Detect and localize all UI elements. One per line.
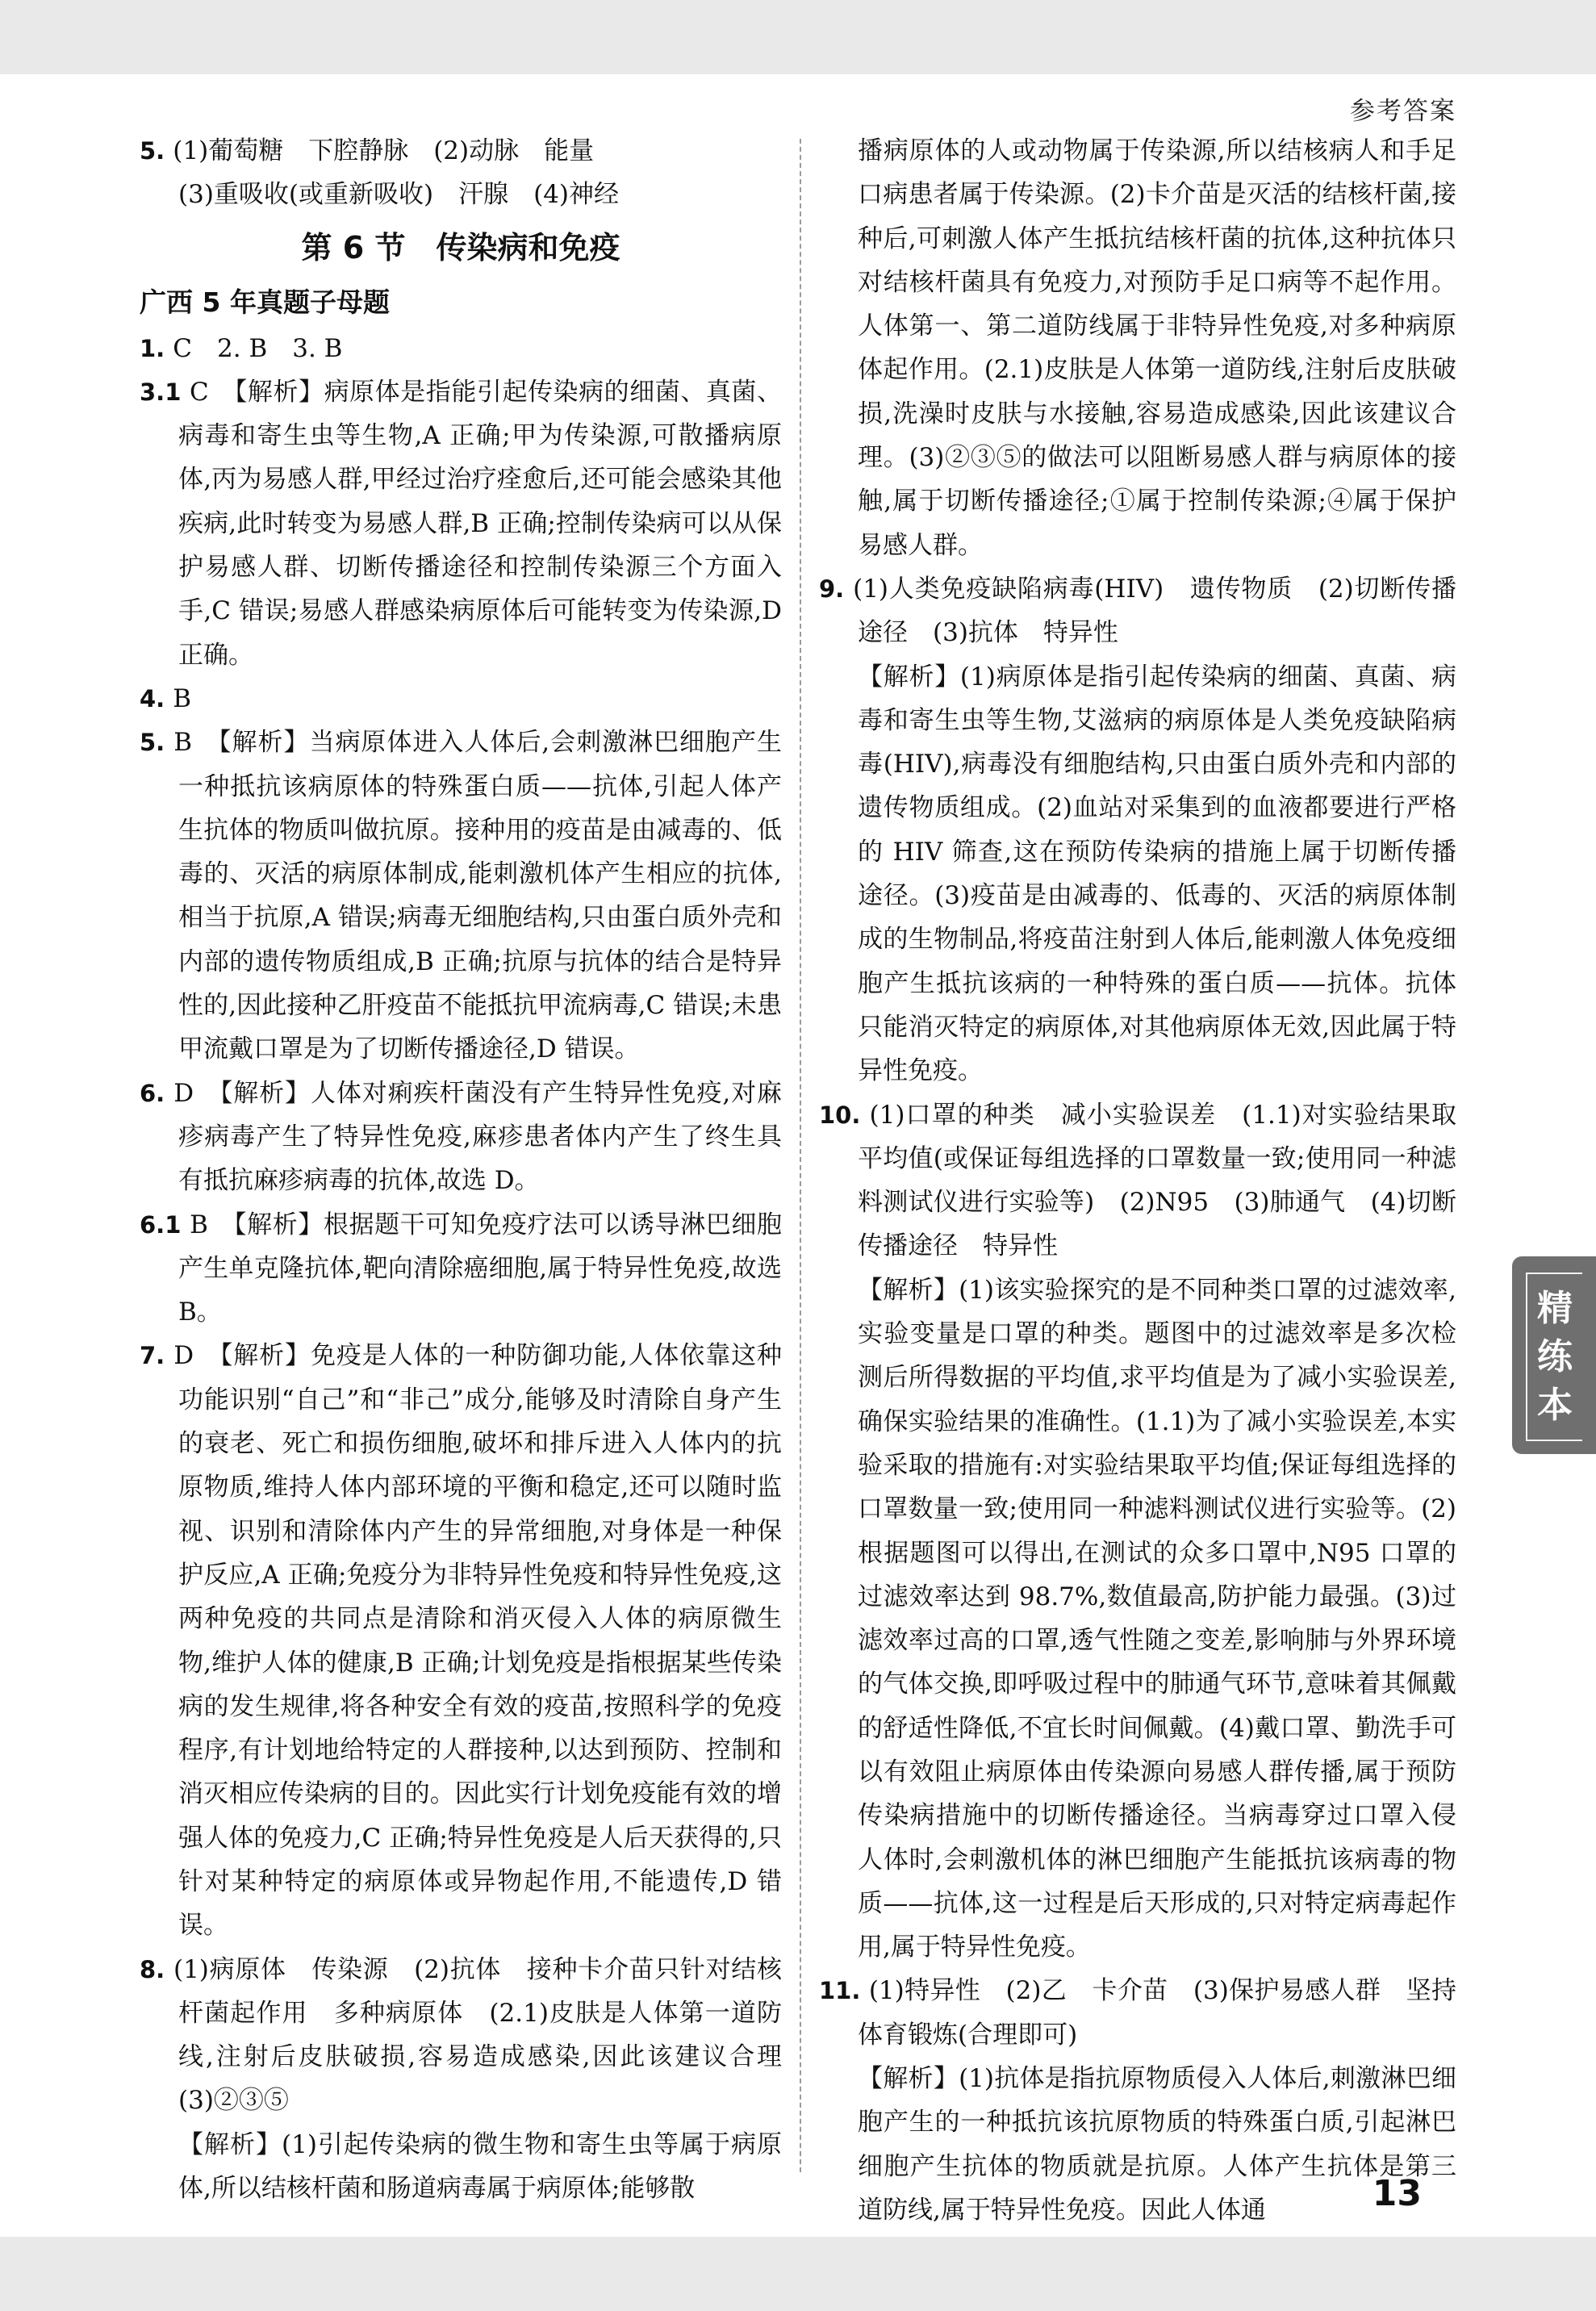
side-tab-char: 本 (1537, 1384, 1573, 1426)
side-tab (1512, 1256, 1596, 1454)
subsection-title: 广西 5 年真题子母题 (140, 286, 390, 318)
question-number: 9. (819, 575, 854, 603)
answer-text: 【解析】(1)抗体是指抗原物质侵入人体后,刺激淋巴细胞产生的一种抵抗该抗原物质的特殊蛋白质,引起淋巴细胞产生抗体的物质就是抗原。人体产生抗体是第三道防线,属于特异性免疫。因此人体通 (858, 2064, 1456, 2225)
question-number: 3.1 (140, 378, 190, 406)
side-tab-frame (1526, 1273, 1582, 1441)
answer-text: 【解析】(1)病原体是指引起传染病的细菌、真菌、病毒和寄生虫等生物,艾滋病的病原体是人类免疫缺陷病毒(HIV),病毒没有细胞结构,只由蛋白质外壳和内部的遗传物质组成。(2)血站对采集到的血液都要进行严格的 HIV 筛查,这在预防传染病的措施上属于切断传播途径。(3)疫苗是由减毒的、低毒的、灭活的病原体制成的生物制品,将疫苗注射到人体后,能刺激人体免疫细胞产生抵抗该病的一种特殊的蛋白质——抗体。抗体只能消灭特定的病原体,对其他病原体无效,因此属于特异性免疫。 (858, 662, 1456, 1086)
left-column (140, 129, 807, 2210)
answer-paragraph (140, 1948, 807, 2123)
page-number: 13 (1372, 2173, 1422, 2214)
question-number: 5. (140, 137, 173, 165)
answer-text: D 【解析】人体对痢疾杆菌没有产生特异性免疫,对麻疹病毒产生了特异性免疫,麻疹患者体内产生了终生具有抵抗麻疹病毒的抗体,故选 D。 (173, 1078, 782, 1196)
answer-paragraph (140, 677, 782, 721)
answer-paragraph (140, 721, 782, 1071)
question-number: 8. (140, 1955, 173, 1983)
answer-text: (1)口罩的种类 减小实验误差 (1.1)对实验结果取平均值(或保证每组选择的口罩数量一致;使用同一种滤料测试仪进行实验等) (2)N95 (3)肺通气 (4)切断传播途径 特异性 (858, 1100, 1456, 1261)
answer-text: (1)病原体 传染源 (2)抗体 接种卡介苗只针对结核杆菌起作用 多种病原体 (2.1)皮肤是人体第一道防线,注射后皮肤破损,容易造成感染,因此该建议合理 (3)②③⑤ (173, 1954, 807, 2116)
answer-paragraph (819, 2057, 1456, 2232)
answer-paragraph (819, 1268, 1456, 1970)
answer-text: B 【解析】根据题干可知免疫疗法可以诱导淋巴细胞产生单克隆抗体,靶向清除癌细胞,属于特异性免疫,故选 B。 (178, 1210, 782, 1327)
answer-text: C 【解析】病原体是指能引起传染病的细菌、真菌、病毒和寄生虫等生物,A 正确;甲为传染源,可散播病原体,丙为易感人群,甲经过治疗痊愈后,还可能会感染其他疾病,此时转变为易感人群,B 正确;控制传染病可以从保护易感人群、切断传播途径和控制传染源三个方面入手,C 错误;易感人群感染病原体后可能转变为传染源,D 正确。 (178, 377, 782, 670)
answer-paragraph (140, 370, 782, 677)
question-number: 4. (140, 684, 173, 713)
question-number: 6. (140, 1079, 174, 1107)
question-number: 7. (140, 1342, 174, 1370)
answer-paragraph (140, 1072, 782, 1203)
answer-paragraph (819, 567, 1456, 655)
answer-text: D 【解析】免疫是人体的一种防御功能,人体依靠这种功能识别“自己”和“非己”成分,能够及时清除自身产生的衰老、死亡和损伤细胞,破坏和排斥进入人体内的抗原物质,维持人体内部环境的平衡和稳定,还可以随时监视、识别和清除体内产生的异常细胞,对身体是一种保护反应,A 正确;免疫分为非特异性免疫和特异性免疫,这两种免疫的共同点是清除和消灭侵入人体的病原微生物,维护人体的健康,B 正确;计划免疫是指根据某些传染病的发生规律,将各种安全有效的疫苗,按照科学的免疫程序,有计划地给特定的人群接种,以达到预防、控制和消灭相应传染病的目的。因此实行计划免疫能有效的增强人体的免疫力,C 正确;特异性免疫是人后天获得的,只针对某种特定的病原体或异物起作用,不能遗传,D 错误。 (173, 1341, 782, 1941)
answer-paragraph (140, 2123, 782, 2211)
answer-text: B (173, 683, 192, 713)
answer-paragraph (140, 1203, 782, 1335)
column-divider (800, 139, 801, 2172)
question-number: 11. (819, 1977, 869, 2005)
answer-text: (3)重吸收(或重新吸收) 汗腺 (4)神经 (178, 180, 620, 210)
answer-text: 【解析】(1)引起传染病的微生物和寄生虫等属于病原体,所以结核杆菌和肠道病毒属于病原体;能够散 (178, 2129, 782, 2204)
answer-paragraph (140, 173, 782, 216)
section-title: 第 6 节 传染病和免疫 (301, 229, 620, 265)
answer-paragraph (819, 1093, 1456, 1268)
answer-text: 【解析】(1)该实验探究的是不同种类口罩的过滤效率,实验变量是口罩的种类。题图中的过滤效率是多次检测后所得数据的平均值,求平均值是为了减小实验误差,确保实验结果的准确性。(1.1)为了减小实验误差,本实验采取的措施有:对实验结果取平均值;保证每组选择的口罩数量一致;使用同一种滤料测试仪进行实验等。(2)根据题图可以得出,在测试的众多口罩中,N95 口罩的过滤效率达到 98.7%,数值最高,防护能力最强。(3)过滤效率过高的口罩,透气性随之变差,影响肺与外界环境的气体交换,即呼吸过程中的肺通气环节,意味着其佩戴的舒适性降低,不宜长时间佩戴。(4)戴口罩、勤洗手可以有效阻止病原体由传染源向易感人群传播,属于预防传染病措施中的切断传播途径。当病毒穿过口罩入侵人体时,会刺激机体的淋巴细胞产生能抵抗该病毒的物质——抗体,这一过程是后天形成的,只对特定病毒起作用,属于特异性免疫。 (858, 1275, 1456, 1962)
answer-text: 播病原体的人或动物属于传染源,所以结核病人和手足口病患者属于传染源。(2)卡介苗是灭活的结核杆菌,接种后,可刺激人体产生抵抗结核杆菌的抗体,这种抗体只对结核杆菌具有免疫力,对预防手足口病等不起作用。人体第一、第二道防线属于非特异性免疫,对多种病原体起作用。(2.1)皮肤是人体第一道防线,注射后皮肤破损,洗澡时皮肤与水接触,容易造成感染,因此该建议合理。(3)②③⑤的做法可以阻断易感人群与病原体的接触,属于切断传播途径;①属于控制传染源;④属于保护易感人群。 (858, 136, 1456, 560)
answer-paragraph (819, 655, 1456, 1093)
answer-paragraph (140, 129, 782, 173)
side-tab-char: 精 (1537, 1287, 1573, 1329)
answer-text: (1)人类免疫缺陷病毒(HIV) 遗传物质 (2)切断传播途径 (3)抗体 特异性 (853, 574, 1456, 648)
side-tab-char: 练 (1537, 1335, 1573, 1377)
answer-paragraph (819, 129, 1456, 567)
answer-text: C 2. B 3. B (173, 333, 343, 363)
header-tag: 参考答案 (1350, 97, 1456, 126)
answer-page (0, 74, 1596, 2237)
question-number: 5. (140, 729, 174, 757)
answer-paragraph (819, 1969, 1456, 2057)
answer-text: B 【解析】当病原体进入人体后,会刺激淋巴细胞产生一种抵抗该病原体的特殊蛋白质——抗体,引起人体产生抗体的物质叫做抗原。接种用的疫苗是由减毒的、低毒的、灭活的病原体制成,能刺激机体产生相应的抗体,相当于抗原,A 错误;病毒无细胞结构,只由蛋白质外壳和内部的遗传物质组成,B 正确;抗原与抗体的结合是特异性的,因此接种乙肝疫苗不能抵抗甲流病毒,C 错误;未患甲流戴口罩是为了切断传播途径,D 错误。 (173, 728, 782, 1064)
right-column (819, 129, 1456, 2232)
answer-text: (1)葡萄糖 下腔静脉 (2)动脉 能量 (173, 136, 595, 165)
question-number: 6.1 (140, 1210, 190, 1239)
side-tab-label (1527, 1274, 1582, 1440)
answer-paragraph (140, 327, 782, 370)
question-number: 10. (819, 1101, 870, 1129)
question-number: 1. (140, 334, 173, 362)
answer-text: (1)特异性 (2)乙 卡介苗 (3)保护易感人群 坚持体育锻炼(合理即可) (858, 1976, 1456, 2050)
answer-paragraph (140, 1334, 782, 1947)
